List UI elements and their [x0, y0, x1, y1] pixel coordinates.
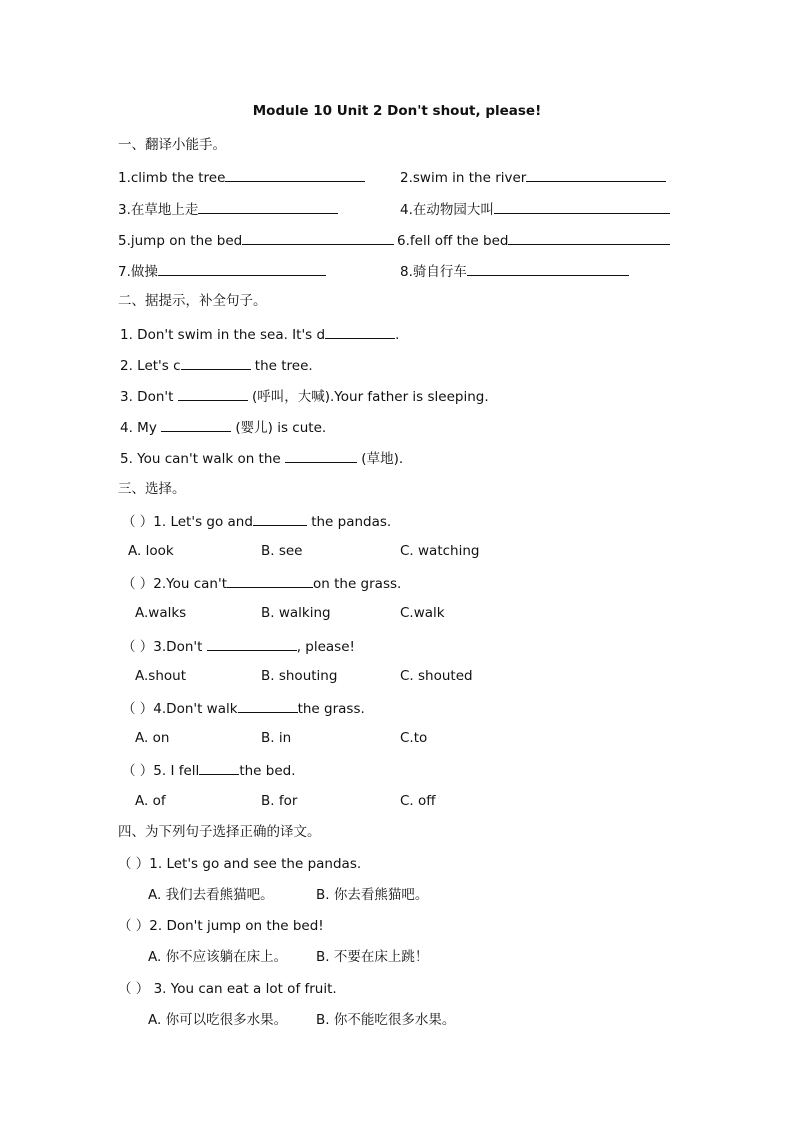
question-part: 4.Don't walk	[153, 701, 238, 717]
translate-item-2	[400, 167, 666, 187]
answer-blank[interactable]	[285, 448, 357, 463]
choice-question-1	[122, 511, 391, 531]
question-part: 5. I fell	[153, 763, 200, 779]
option-a: A. look	[128, 543, 174, 559]
translate-item-5	[118, 230, 394, 250]
fill-sentence-5	[120, 448, 403, 468]
item-text: 1.climb the tree	[118, 170, 226, 186]
item-text: 2.swim in the river	[400, 170, 527, 186]
translate-item-1	[118, 167, 365, 187]
translate-item-7	[118, 261, 326, 281]
translate-item-6	[397, 230, 670, 250]
answer-paren[interactable]: （ ）	[122, 639, 154, 655]
answer-blank	[238, 698, 298, 713]
section-2-heading: 二、据提示，补全句子。	[118, 293, 267, 309]
translate-item-4	[400, 199, 670, 219]
choice-question-4	[122, 698, 365, 718]
choice-question-2	[122, 573, 401, 593]
answer-blank[interactable]	[526, 167, 666, 182]
question-part: the grass.	[297, 701, 365, 717]
sentence-part: 4. My	[120, 420, 162, 436]
answer-blank[interactable]	[181, 355, 251, 370]
question-part: , please!	[296, 639, 355, 655]
answer-blank[interactable]	[325, 324, 395, 339]
option-c: C.to	[400, 730, 428, 746]
translation-question-3: （ ） 3. You can eat a lot of fruit.	[118, 981, 337, 997]
translation-option-b: B. 不要在床上跳！	[316, 949, 429, 965]
answer-paren[interactable]: （ ）	[122, 576, 154, 592]
section-3-heading: 三、选择。	[118, 481, 186, 497]
translation-option-b: B. 你不能吃很多水果。	[316, 1012, 456, 1028]
section-1-heading: 一、翻译小能手。	[118, 137, 226, 153]
fill-sentence-3	[120, 386, 489, 406]
translation-option-a: A. 你不应该躺在床上。	[148, 949, 288, 965]
answer-blank	[227, 573, 313, 588]
sentence-part: 3. Don't	[120, 389, 178, 405]
option-b: B. in	[261, 730, 292, 746]
option-b: B. walking	[261, 605, 331, 621]
option-c: C.walk	[400, 605, 445, 621]
sentence-part: (草地).	[357, 451, 404, 467]
fill-sentence-4	[120, 417, 326, 437]
question-part: 1. Let's go and	[153, 514, 253, 530]
option-b: B. see	[261, 543, 303, 559]
sentence-part: .	[395, 327, 400, 343]
fill-sentence-2	[120, 355, 313, 375]
choice-question-3	[122, 636, 355, 656]
answer-blank[interactable]	[242, 230, 394, 245]
answer-blank	[207, 636, 297, 651]
question-part: the pandas.	[306, 514, 392, 530]
question-part: 3.Don't	[153, 639, 207, 655]
answer-paren[interactable]: （ ）	[122, 763, 154, 779]
option-c: C. watching	[400, 543, 480, 559]
translation-option-a: A. 你可以吃很多水果。	[148, 1012, 288, 1028]
answer-blank	[199, 760, 239, 775]
worksheet-title: Module 10 Unit 2 Don't shout, please!	[252, 103, 542, 119]
option-a: A. on	[135, 730, 170, 746]
item-text: 8.骑自行车	[400, 264, 467, 280]
translation-option-b: B. 你去看熊猫吧。	[316, 887, 429, 903]
option-b: B. shouting	[261, 668, 338, 684]
option-a: A.shout	[135, 668, 186, 684]
answer-blank[interactable]	[158, 261, 326, 276]
answer-paren[interactable]: （ ）	[122, 701, 154, 717]
section-4-heading: 四、为下列句子选择正确的译文。	[118, 824, 321, 840]
translate-item-3	[118, 199, 338, 219]
answer-blank[interactable]	[178, 386, 248, 401]
option-a: A. of	[135, 793, 166, 809]
answer-blank[interactable]	[508, 230, 670, 245]
option-c: C. shouted	[400, 668, 473, 684]
sentence-part: the tree.	[250, 358, 313, 374]
sentence-part: 2. Let's c	[120, 358, 181, 374]
sentence-part: 1. Don't swim in the sea. It's d	[120, 327, 326, 343]
item-text: 5.jump on the bed	[118, 233, 243, 249]
option-b: B. for	[261, 793, 298, 809]
answer-blank[interactable]	[225, 167, 365, 182]
answer-blank[interactable]	[494, 199, 670, 214]
answer-blank	[253, 511, 307, 526]
answer-blank[interactable]	[198, 199, 338, 214]
item-text: 7.做操	[118, 264, 158, 280]
item-text: 3.在草地上走	[118, 202, 199, 218]
answer-paren[interactable]: （ ）	[122, 514, 154, 530]
item-text: 6.fell off the bed	[397, 233, 509, 249]
item-text: 4.在动物园大叫	[400, 202, 494, 218]
sentence-part: (呼叫，大喊).Your father is sleeping.	[247, 389, 489, 405]
sentence-part: 5. You can't walk on the	[120, 451, 286, 467]
translation-option-a: A. 我们去看熊猫吧。	[148, 887, 274, 903]
sentence-part: (婴儿) is cute.	[231, 420, 327, 436]
question-part: 2.You can't	[153, 576, 227, 592]
question-part: the bed.	[239, 763, 296, 779]
translation-question-1: （ ）1. Let's go and see the pandas.	[118, 856, 362, 872]
question-part: on the grass.	[313, 576, 402, 592]
answer-blank[interactable]	[161, 417, 231, 432]
answer-blank[interactable]	[467, 261, 629, 276]
option-c: C. off	[400, 793, 436, 809]
translate-item-8	[400, 261, 629, 281]
choice-question-5	[122, 760, 296, 780]
fill-sentence-1	[120, 324, 399, 344]
option-a: A.walks	[135, 605, 187, 621]
translation-question-2: （ ）2. Don't jump on the bed!	[118, 918, 324, 934]
